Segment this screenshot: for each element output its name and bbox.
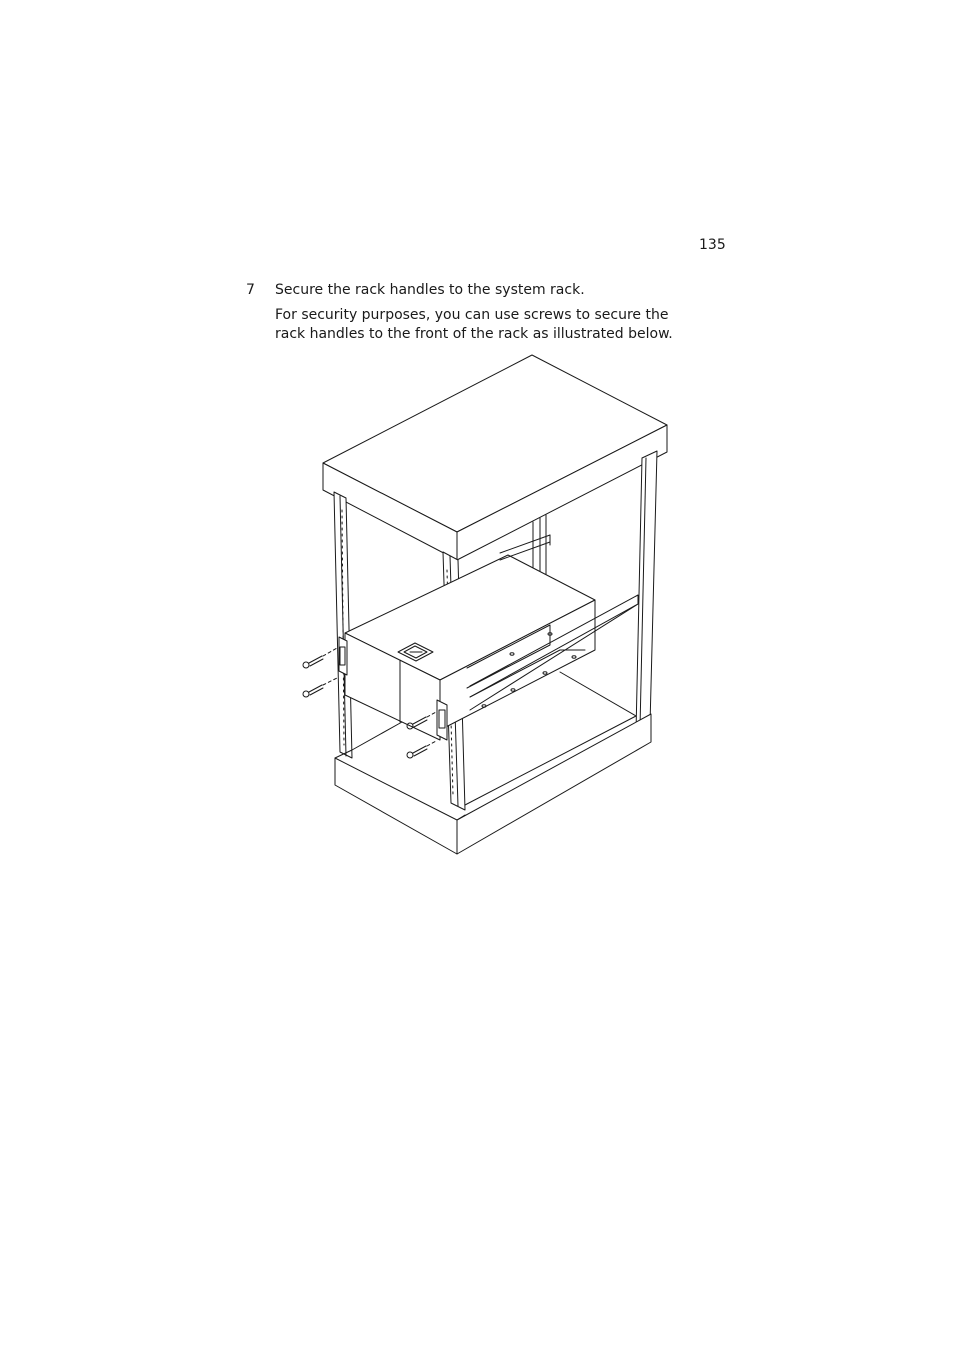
rack-base <box>335 714 651 854</box>
page-number: 135 <box>699 237 726 253</box>
step-note: For security purposes, you can use screws to secure the rack handles to the front of the rack as illustrated below. <box>275 307 673 342</box>
rack-illustration <box>290 350 670 860</box>
screws-left <box>303 648 337 697</box>
step-text: Secure the rack handles to the system rack. <box>275 282 585 298</box>
rack-post-right <box>636 451 657 732</box>
rack-drawing <box>290 350 670 860</box>
step-number: 7 <box>246 282 255 298</box>
